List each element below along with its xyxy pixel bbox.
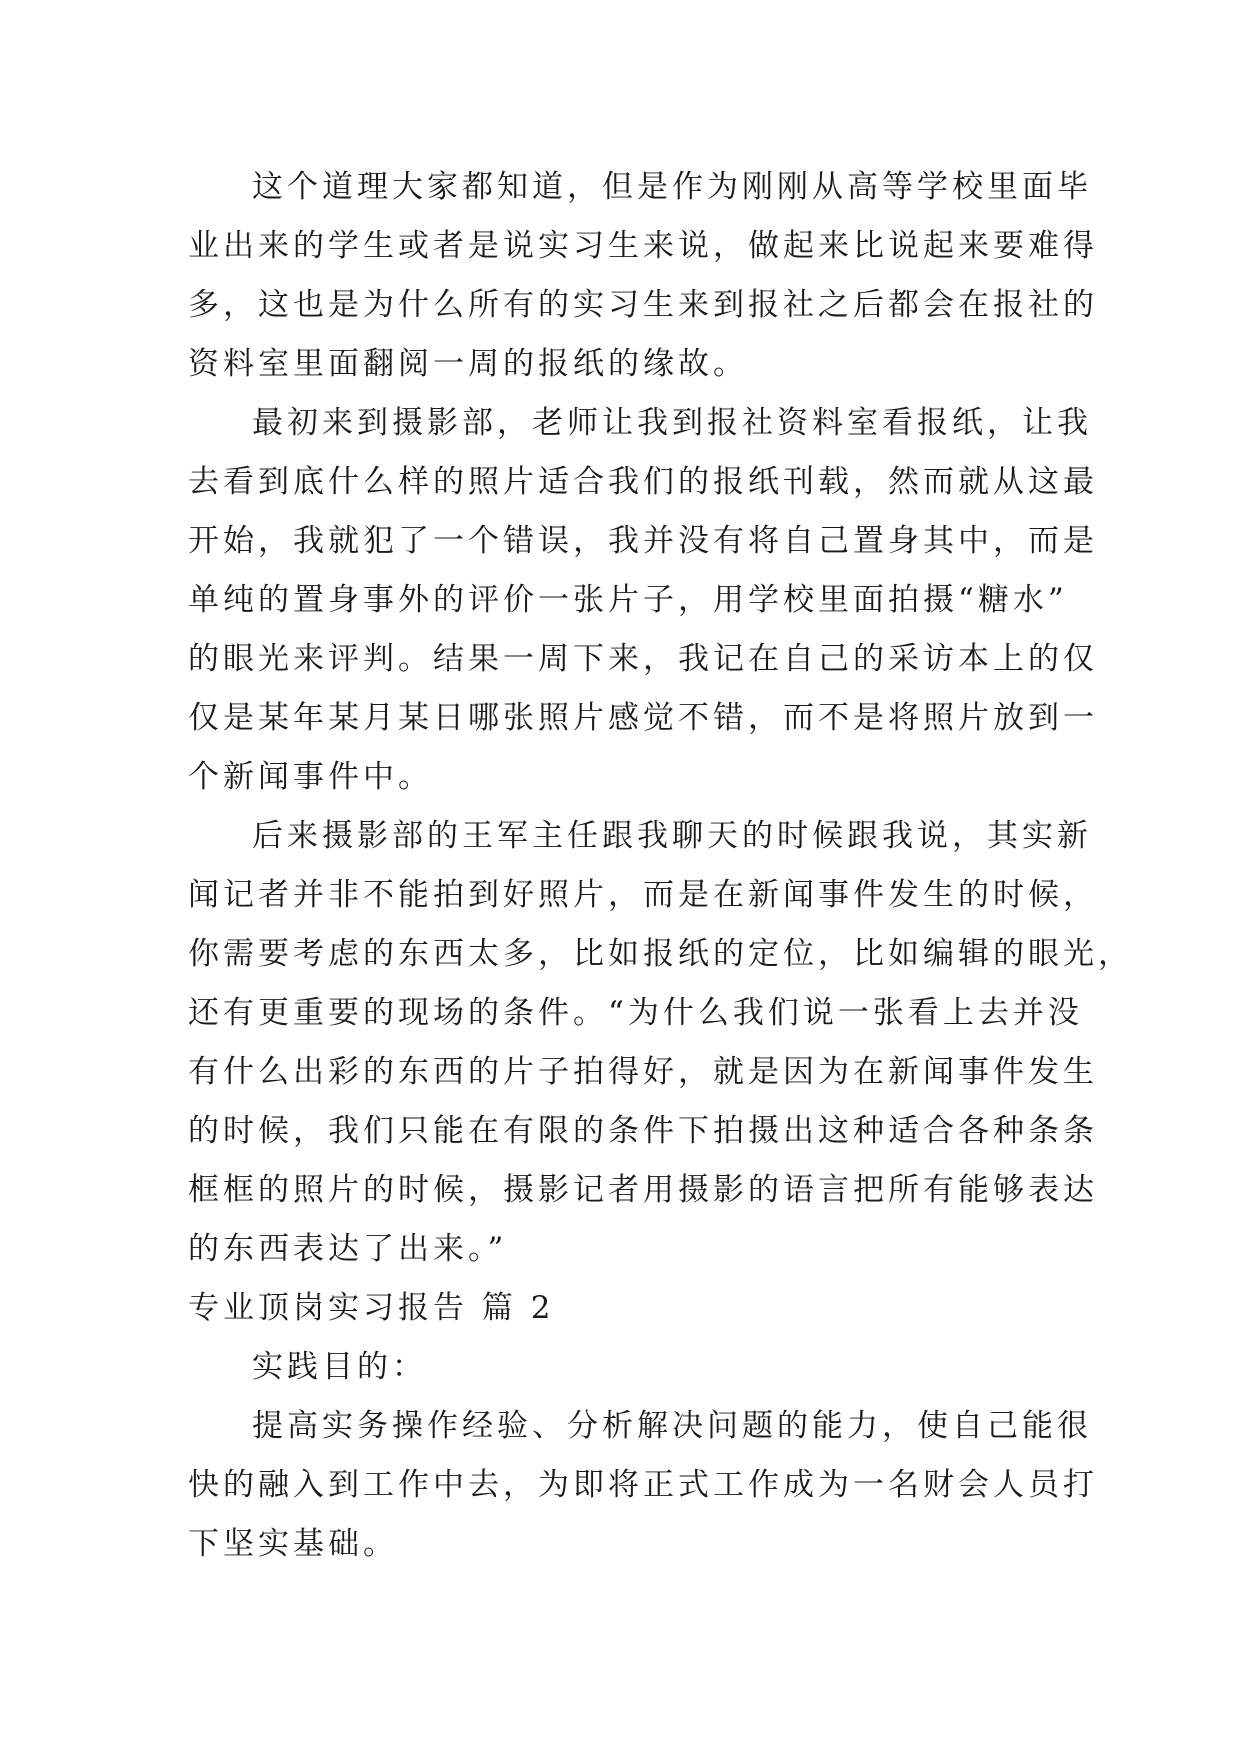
paragraph-line: 业出来的学生或者是说实习生来说，做起来比说起来要难得 bbox=[188, 228, 1098, 264]
paragraph-line: 快的融入到工作中去，为即将正式工作成为一名财会人员打 bbox=[188, 1467, 1098, 1503]
paragraph-line: 这个道理大家都知道，但是作为刚刚从高等学校里面毕 bbox=[252, 169, 1092, 205]
paragraph-line: 资料室里面翻阅一周的报纸的缘故。 bbox=[188, 346, 748, 382]
paragraph-line: 后来摄影部的王军主任跟我聊天的时候跟我说，其实新 bbox=[252, 818, 1092, 854]
paragraph-line: 的东西表达了出来。” bbox=[188, 1231, 508, 1267]
document-body bbox=[188, 158, 1133, 1574]
paragraph-line: 个新闻事件中。 bbox=[188, 759, 433, 795]
paragraph-3 bbox=[188, 807, 1133, 1279]
paragraph-line: 你需要考虑的东西太多，比如报纸的定位，比如编辑的眼光， bbox=[188, 936, 1133, 972]
paragraph-line: 单纯的置身事外的评价一张片子，用学校里面拍摄“糖水” bbox=[188, 582, 1068, 618]
paragraph-line: 仅是某年某月某日哪张照片感觉不错，而不是将照片放到一 bbox=[188, 700, 1098, 736]
paragraph-line: 有什么出彩的东西的片子拍得好，就是因为在新闻事件发生 bbox=[188, 1054, 1098, 1090]
paragraph-line: 下坚实基础。 bbox=[188, 1526, 398, 1562]
paragraph-line: 闻记者并非不能拍到好照片，而是在新闻事件发生的时候， bbox=[188, 877, 1098, 913]
paragraph-line: 提高实务操作经验、分析解决问题的能力，使自己能很 bbox=[252, 1408, 1092, 1444]
paragraph-line: 的时候，我们只能在有限的条件下拍摄出这种适合各种条条 bbox=[188, 1113, 1098, 1149]
section-heading: 专业顶岗实习报告 篇 2 bbox=[188, 1290, 555, 1326]
paragraph-2 bbox=[188, 394, 1098, 807]
paragraph-line: 最初来到摄影部，老师让我到报社资料室看报纸，让我 bbox=[252, 405, 1092, 441]
paragraph-line: 去看到底什么样的照片适合我们的报纸刊载，然而就从这最 bbox=[188, 464, 1098, 500]
paragraph-line: 开始，我就犯了一个错误，我并没有将自己置身其中，而是 bbox=[188, 523, 1098, 559]
paragraph-1 bbox=[188, 158, 1098, 394]
paragraph-line: 框框的照片的时候，摄影记者用摄影的语言把所有能够表达 bbox=[188, 1172, 1098, 1208]
paragraph-line: 多，这也是为什么所有的实习生来到报社之后都会在报社的 bbox=[188, 287, 1098, 323]
practice-purpose-paragraph bbox=[188, 1397, 1098, 1574]
paragraph-line: 的眼光来评判。结果一周下来，我记在自己的采访本上的仅 bbox=[188, 641, 1098, 677]
paragraph-line: 还有更重要的现场的条件。“为什么我们说一张看上去并没 bbox=[188, 995, 1083, 1031]
practice-purpose-label: 实践目的： bbox=[252, 1349, 427, 1385]
